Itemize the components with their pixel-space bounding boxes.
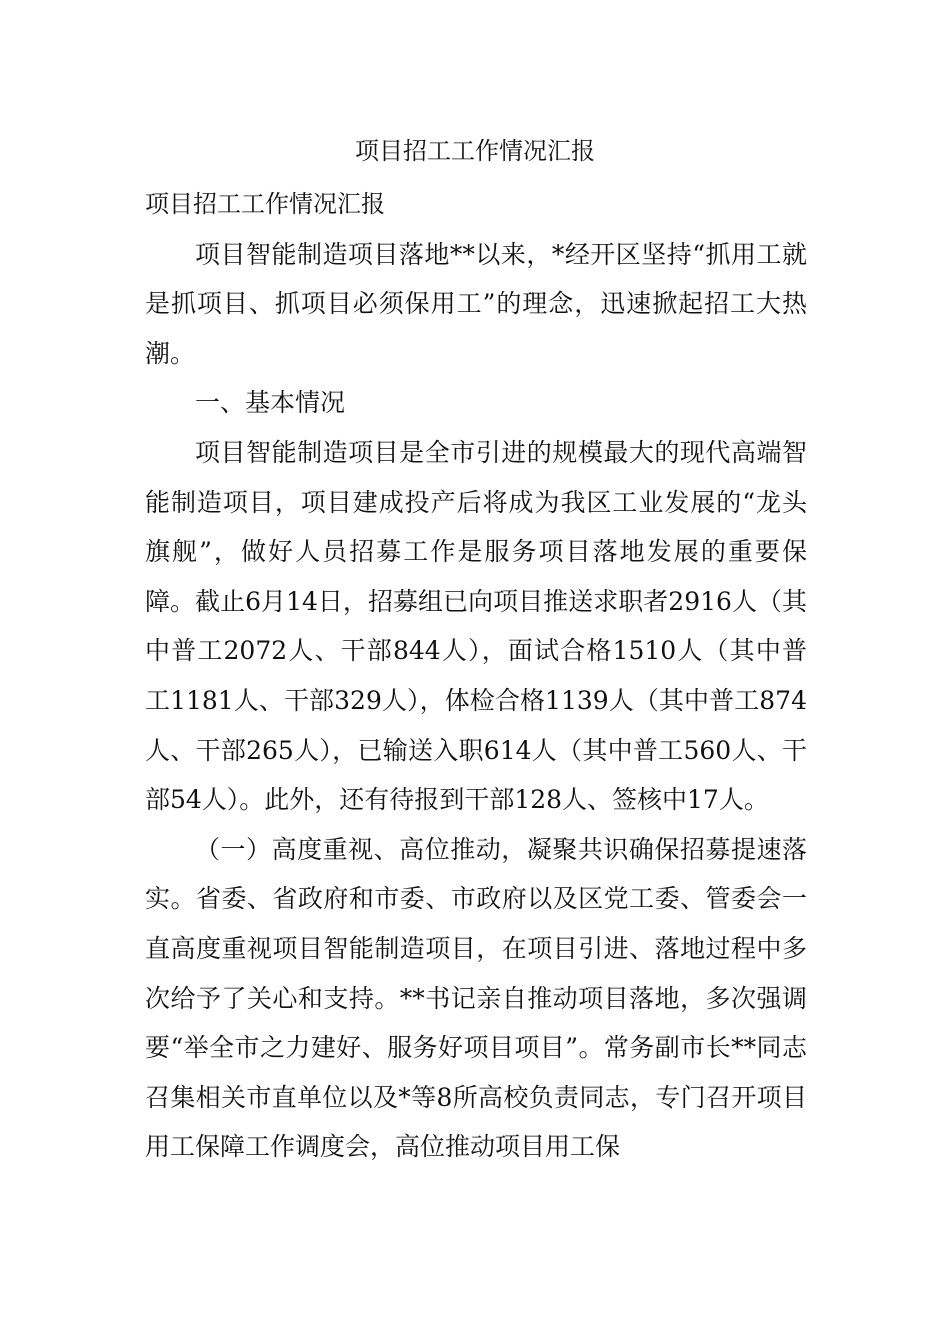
intro-paragraph: 项目智能制造项目落地**以来，*经开区坚持“抓用工就是抓项目、抓项目必须保用工”的理念，迅速掀起招工大热潮。	[145, 239, 807, 368]
document-title: 项目招工工作情况汇报	[355, 137, 595, 165]
basic-situation-paragraph: 项目智能制造项目是全市引进的规模最大的现代高端智能制造项目，项目建成投产后将成为我区工业发展的“龙头旗舰”，做好人员招募工作是服务项目落地发展的重要保障。截止6月14日，招募组已向项目推送求职者2916人（其中普工2072人、干部844人），面试合格1510人（其中普工1181人、干部329人），体检合格1139人（其中普工874人、干部265人），已输送入职614人（其中普工560人、干部54人）。此外，还有待报到干部128人、签核中17人。	[145, 437, 807, 815]
section-heading-basic: 一、基本情况	[195, 388, 346, 418]
document-body	[145, 180, 807, 1172]
document-subtitle: 项目招工工作情况汇报	[145, 190, 385, 218]
subsection-paragraph-1: （一）高度重视、高位推动，凝聚共识确保招募提速落实。省委、省政府和市委、市政府以及区党工委、管委会一直高度重视项目智能制造项目，在项目引进、落地过程中多次给予了关心和支持。**书记亲自推动项目落地，多次强调要“举全市之力建好、服务好项目项目”。常务副市长**同志召集相关市直单位以及*等8所高校负责同志，专门召开项目用工保障工作调度会，高位推动项目用工保	[145, 834, 807, 1162]
